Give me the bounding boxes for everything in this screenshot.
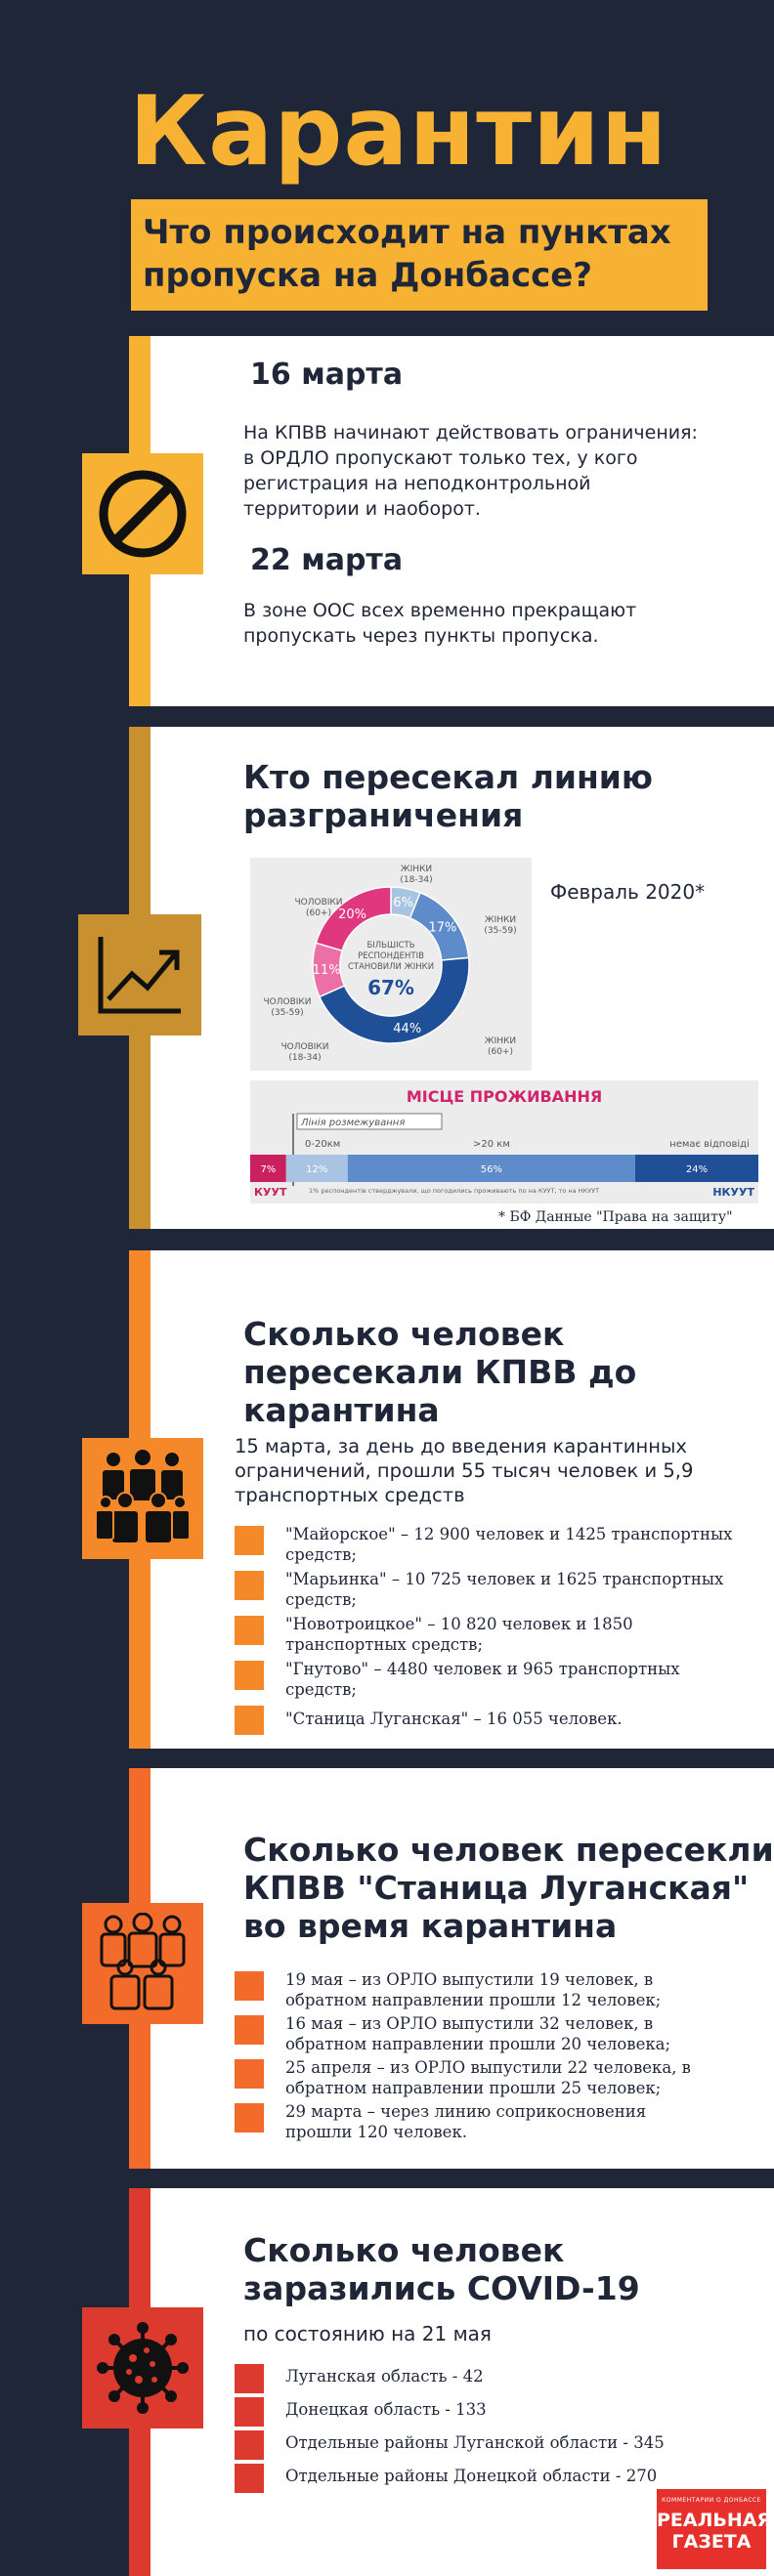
item-line: средств; (285, 1680, 357, 1699)
item-line: "Гнутово" – 4480 человек и 965 транспортных (285, 1660, 680, 1678)
item-line: 16 мая – из ОРЛО выпустили 32 человек, в (285, 2014, 654, 2033)
text-line: транспортных средств (235, 1484, 465, 1506)
list-item (235, 2101, 762, 2142)
no-answer-label: немає відповіді (669, 1139, 750, 1150)
crowd-icon-box (82, 1438, 203, 1559)
covid-list (235, 2362, 665, 2491)
title-line: карантина (243, 1391, 440, 1429)
list-item (235, 1524, 762, 1565)
donut-category-label: (18-34) (400, 875, 433, 885)
donut-category-label: (18-34) (288, 1053, 322, 1063)
list-item (235, 2013, 762, 2054)
item-line: Отдельные районы Луганской области - 345 (285, 2433, 665, 2452)
list-item (235, 2057, 762, 2098)
logo-line: РЕАЛЬНАЯ (657, 2510, 772, 2531)
list-item (235, 1569, 762, 1610)
no-entry-icon (96, 467, 190, 561)
donut-category-label: ЖІНКИ (484, 915, 517, 925)
list-item (235, 2362, 665, 2391)
title-line: КПВВ "Станица Луганская" (243, 1869, 750, 1907)
donut-category-label: ЧОЛОВІКИ (263, 997, 312, 1007)
donut-category-label: (35-59) (271, 1008, 304, 1018)
bullet-square (235, 1526, 264, 1555)
end-label: КУУТ (254, 1186, 287, 1199)
item-line: Отдельные районы Донецкой области - 270 (285, 2467, 658, 2485)
segment-value-label: 7% (260, 1164, 277, 1175)
list-item (235, 1659, 762, 1700)
segment-value-label: 56% (480, 1164, 502, 1175)
segment-value-label: 12% (306, 1164, 328, 1175)
section-title (243, 1831, 774, 1945)
donut-center-text: РЕСПОНДЕНТІВ (358, 951, 424, 961)
date-heading: 16 марта (250, 358, 404, 392)
item-line: транспортных средств; (285, 1635, 484, 1654)
section-title (243, 758, 653, 834)
donut-center-text: БІЛЬШІСТЬ (366, 941, 415, 950)
text-line: регистрация на неподконтрольной (243, 473, 591, 494)
slice-value-label: 6% (393, 896, 413, 911)
subtitle-box (131, 199, 708, 311)
virus-icon-box (82, 2307, 203, 2428)
logo-line: ГАЗЕТА (671, 2531, 752, 2553)
list-item (235, 2462, 665, 2491)
slice-value-label: 44% (393, 1021, 422, 1036)
source-note: * БФ Данные "Права на защиту" (498, 1209, 733, 1225)
no-entry-icon-box (82, 453, 203, 574)
list-item (235, 2395, 665, 2425)
donut-category-label: ЖІНКИ (400, 865, 433, 874)
donut-category-label: ЧОЛОВІКИ (280, 1042, 329, 1052)
restriction-text (243, 420, 761, 522)
title-line: Сколько человек (243, 1315, 565, 1353)
crossing-list (235, 1524, 762, 1735)
subtitle-line: пропуска на Донбассе? (143, 256, 593, 295)
covid-date-note: по состоянию на 21 мая (243, 2322, 492, 2345)
bullet-square (235, 1616, 264, 1645)
distance-label: >20 км (473, 1139, 510, 1150)
residence-title: МІСЦЕ ПРОЖИВАННЯ (406, 1087, 603, 1106)
residence-footnote: 1% респондентів стверджували, що погодились проживають по на КУУТ, то на НКУУТ (309, 1187, 600, 1195)
text-line: пропускать через пункты пропуска. (243, 625, 599, 647)
item-line: Луганская область - 42 (285, 2367, 484, 2386)
page-title: Карантин (129, 76, 668, 188)
item-line: обратном направлении прошли 12 человек; (285, 1991, 662, 2009)
crowd-icon (94, 1448, 192, 1549)
logo-tagline: КОММЕНТАРИИ О ДОНБАССЕ (662, 2497, 761, 2504)
item-line: 25 апреля – из ОРЛО выпустили 22 человека, в (285, 2058, 691, 2077)
bullet-square (235, 1706, 264, 1735)
end-label: НКУУТ (712, 1186, 754, 1199)
virus-icon (94, 2319, 192, 2417)
item-line: средств; (285, 1545, 357, 1564)
bullet-square (235, 2430, 264, 2460)
list-item (235, 1704, 762, 1735)
item-line: "Марьинка" – 10 725 человек и 1625 транспортных (285, 1570, 724, 1588)
list-item (235, 1969, 762, 2010)
distance-label: 0-20км (305, 1139, 341, 1150)
text-line: ограничений, прошли 55 тысяч человек и 5,9 (235, 1459, 694, 1482)
text-line: территории и наоборот. (243, 498, 481, 520)
line-label: Лінія розмежування (301, 1118, 406, 1128)
crowd-icon-box (82, 1903, 203, 2024)
text-line: На КПВВ начинают действовать ограничения: (243, 422, 698, 443)
closure-text (243, 598, 761, 649)
publisher-logo (657, 2489, 772, 2569)
intro-text (235, 1434, 762, 1507)
period-label: Февраль 2020* (550, 880, 706, 904)
section-title (243, 1315, 636, 1429)
bullet-square (235, 1661, 264, 1690)
item-line: обратном направлении прошли 25 человек; (285, 2079, 662, 2097)
title-line: во время карантина (243, 1907, 618, 1945)
list-item (235, 1614, 762, 1655)
title-line: Кто пересекал линию (243, 758, 654, 796)
trend-chart-icon (93, 931, 187, 1019)
slice-value-label: 17% (428, 920, 457, 936)
title-line: разграничения (243, 796, 524, 834)
trend-chart-icon-box (78, 914, 201, 1035)
bullet-square (235, 2015, 264, 2045)
item-line: "Майорское" – 12 900 человек и 1425 транспортных (285, 1525, 733, 1543)
donut-center-text: СТАНОВИЛИ ЖІНКИ (347, 962, 435, 972)
item-line: обратном направлении прошли 20 человека; (285, 2035, 671, 2053)
text-line: 15 марта, за день до введения карантинных (235, 1435, 687, 1457)
donut-category-label: ЧОЛОВІКИ (294, 898, 343, 908)
title-line: Сколько человек (243, 2231, 565, 2269)
stanitsa-list (235, 1969, 762, 2142)
item-line: прошли 120 человек. (285, 2123, 467, 2141)
donut-category-label: (60+) (487, 1047, 514, 1057)
bullet-square (235, 1571, 264, 1600)
item-line: "Станица Луганская" – 16 055 человек. (285, 1710, 623, 1728)
bullet-square (235, 1971, 264, 2001)
bullet-square (235, 2364, 264, 2393)
donut-category-label: (60+) (305, 908, 332, 918)
segment-value-label: 24% (685, 1164, 709, 1175)
residence-chart (250, 1080, 758, 1204)
item-line: средств; (285, 1590, 357, 1609)
item-line: Донецкая область - 133 (285, 2400, 487, 2419)
donut-center-value: 67% (367, 976, 414, 999)
donut-chart (250, 858, 532, 1071)
item-line: 29 марта – через линию соприкосновения (285, 2102, 647, 2121)
bullet-square (235, 2397, 264, 2427)
item-line: 19 мая – из ОРЛО выпустили 19 человек, в (285, 1970, 654, 1989)
donut-category-label: (35-59) (484, 926, 517, 936)
bullet-square (235, 2059, 264, 2089)
text-line: в ОРДЛО пропускают только тех, у кого (243, 447, 638, 469)
subtitle-line: Что происходит на пунктах (143, 213, 671, 252)
text-line: В зоне ООС всех временно прекращают (243, 600, 637, 621)
bullet-square (235, 2103, 264, 2133)
list-item (235, 2428, 665, 2458)
date-heading: 22 марта (250, 543, 404, 577)
crowd-icon (94, 1913, 192, 2014)
section-title (243, 2231, 640, 2307)
slice-value-label: 20% (338, 908, 366, 923)
bullet-square (235, 2464, 264, 2493)
title-line: пересекали КПВВ до (243, 1353, 637, 1391)
title-line: заразились COVID-19 (243, 2269, 640, 2307)
donut-category-label: ЖІНКИ (484, 1036, 517, 1046)
title-line: Сколько человек пересекли (243, 1831, 774, 1869)
slice-value-label: 11% (312, 963, 341, 979)
item-line: "Новотроицкое" – 10 820 человек и 1850 (285, 1615, 633, 1633)
